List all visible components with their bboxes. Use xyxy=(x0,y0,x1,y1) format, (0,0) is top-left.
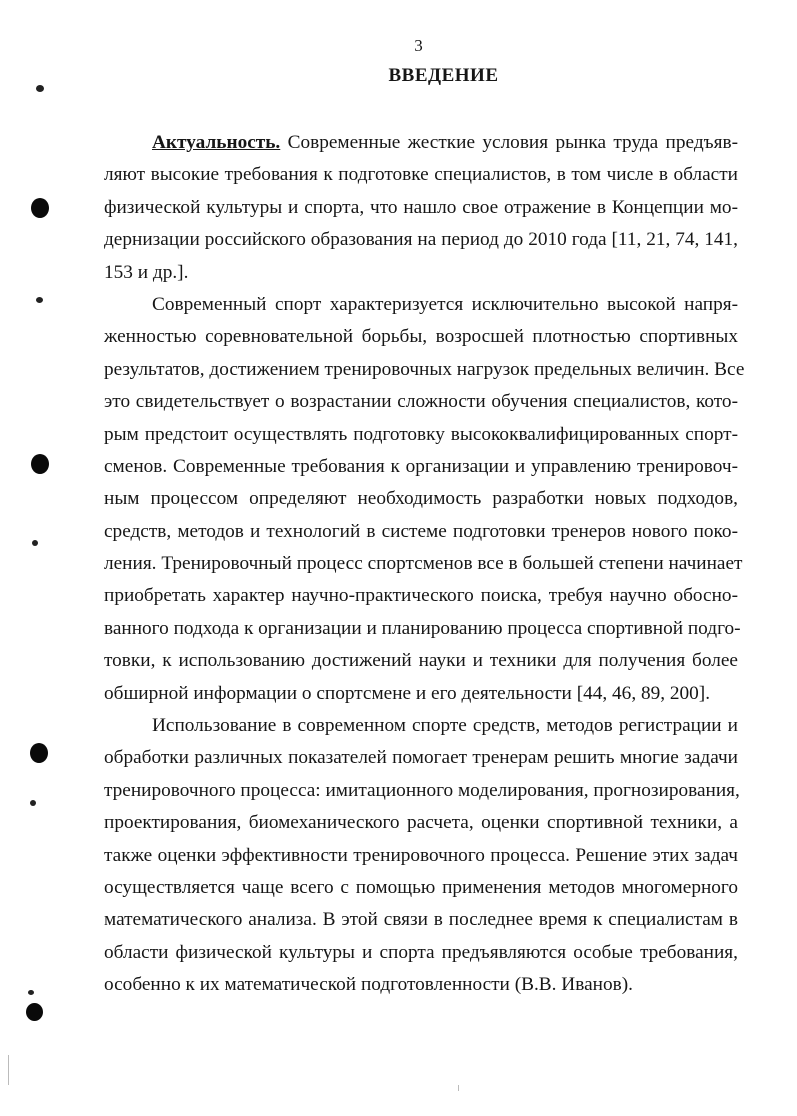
text-line: также оценки эффективности тренировочного процесса. Решение этих задач xyxy=(104,844,738,866)
text-line: приобретать характер научно-практического поиска, требуя научно обосно- xyxy=(104,585,738,607)
section-lead: Актуальность. xyxy=(152,132,281,153)
binder-hole xyxy=(31,198,49,218)
paragraph xyxy=(104,289,745,710)
scan-mark xyxy=(458,1085,459,1091)
scan-mark xyxy=(8,1055,9,1085)
text-line: это свидетельствует о возрастании сложности обучения специалистов, кото- xyxy=(104,391,738,413)
binder-hole xyxy=(30,743,48,763)
text-line: дернизации российского образования на период до 2010 года [11, 21, 74, 141, xyxy=(104,229,738,251)
scan-speck xyxy=(30,800,36,806)
text-line: осуществляется чаще всего с помощью применения методов многомерного xyxy=(104,876,738,898)
text-line: Актуальность. Современные жесткие условия рынка труда предъяв- xyxy=(152,132,738,153)
page-number: 3 xyxy=(414,36,423,55)
text-line: результатов, достижением тренировочных нагрузок предельных величин. Все xyxy=(104,358,745,380)
text-line: математического анализа. В этой связи в последнее время к специалистам в xyxy=(104,909,738,931)
text-line: женностью соревновательной борьбы, возросшей плотностью спортивных xyxy=(104,326,738,348)
text-line: товки, к использованию достижений науки и техники для получения более xyxy=(104,650,738,672)
text-line: ляют высокие требования к подготовке специалистов, в том числе в области xyxy=(104,164,738,186)
paragraph xyxy=(104,710,738,1002)
text-line: области физической культуры и спорта предъявляются особые требования, xyxy=(104,941,738,963)
text-line: проектирования, биомеханического расчета, оценки спортивной техники, а xyxy=(104,812,738,834)
text-line: особенно к их математической подготовленности (В.В. Иванов). xyxy=(104,974,633,996)
text-line: 153 и др.]. xyxy=(104,261,189,283)
text-line: рым предстоит осуществлять подготовку высококвалифицированных спорт- xyxy=(104,423,738,445)
paragraph xyxy=(104,127,738,289)
scan-speck xyxy=(36,297,43,303)
text-line: обработки различных показателей помогает тренерам решить многие задачи xyxy=(104,747,738,769)
text-line: физической культуры и спорта, что нашло свое отражение в Концепции мо- xyxy=(104,196,738,218)
text-line: ления. Тренировочный процесс спортсменов все в большей степени начинает xyxy=(104,553,743,575)
text-line: Использование в современном спорте средств, методов регистрации и xyxy=(152,715,738,737)
text-line: обширной информации о спортсмене и его деятельности [44, 46, 89, 200]. xyxy=(104,682,711,704)
text-line: тренировочного процесса: имитационного моделирования, прогнозирования, xyxy=(104,779,740,801)
binder-hole xyxy=(26,1003,43,1021)
text-line: ванного подхода к организации и планированию процесса спортивной подго- xyxy=(104,617,741,639)
text-line: Современный спорт характеризуется исключительно высокой напря- xyxy=(152,293,738,315)
page-title: ВВЕДЕНИЕ xyxy=(388,65,499,86)
scan-speck xyxy=(36,85,44,92)
scan-speck xyxy=(32,540,38,546)
binder-hole xyxy=(31,454,49,474)
document-body xyxy=(104,127,745,1002)
text-line: сменов. Современные требования к организации и управлению тренировоч- xyxy=(104,455,738,477)
scan-speck xyxy=(28,990,34,995)
text-line: средств, методов и технологий в системе подготовки тренеров нового поко- xyxy=(104,520,738,542)
text-line: ным процессом определяют необходимость разработки новых подходов, xyxy=(104,488,738,510)
